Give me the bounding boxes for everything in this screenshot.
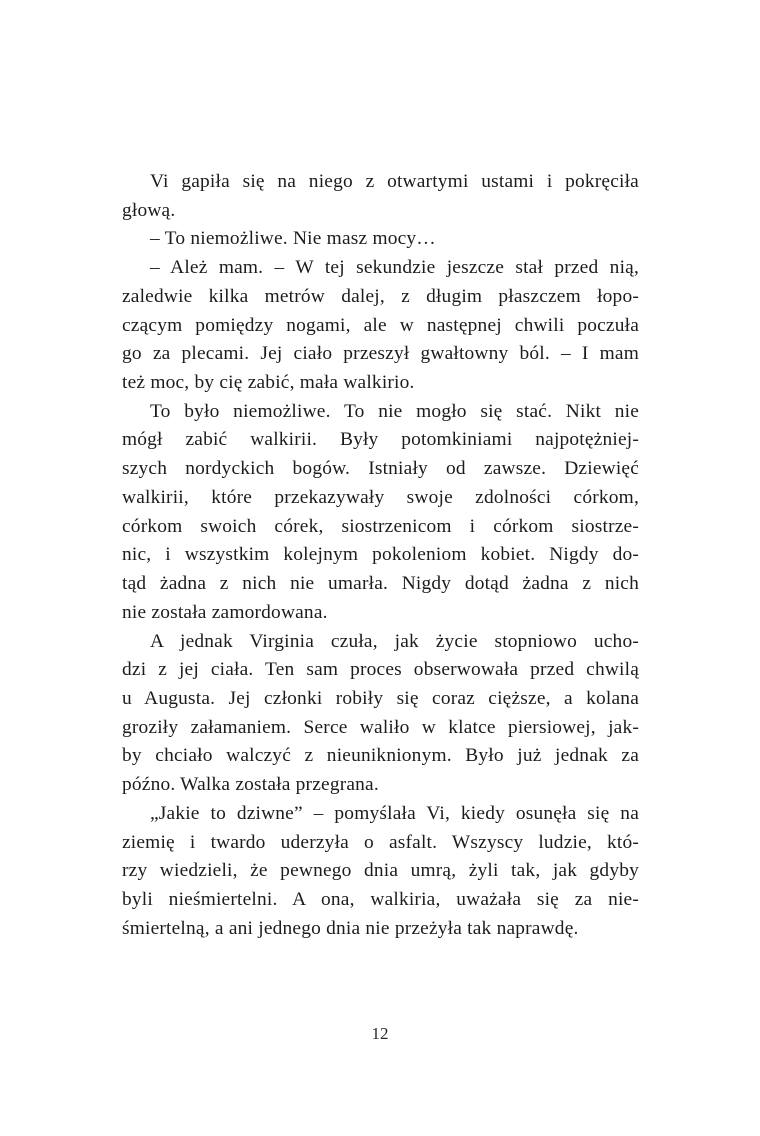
paragraph — [122, 398, 639, 628]
text-line: nie została zamordowana. — [122, 601, 328, 623]
text-line: „Jakie to dziwne” – pomyślała Vi, kiedy osunęła się na — [150, 802, 639, 824]
text-line: córkom swoich córek, siostrzenicom i córkom siostrze- — [122, 515, 639, 537]
text-line: rzy wiedzieli, że pewnego dnia umrą, żyli tak, jak gdyby — [122, 860, 639, 882]
text-line: głową. — [122, 199, 176, 221]
text-line: A jednak Virginia czuła, jak życie stopniowo ucho- — [150, 630, 639, 652]
text-line: To było niemożliwe. To nie mogło się stać. Nikt nie — [150, 400, 639, 422]
text-line: późno. Walka została przegrana. — [122, 774, 379, 796]
paragraph — [122, 254, 639, 398]
page-number: 12 — [371, 1024, 389, 1043]
paragraph — [122, 800, 639, 944]
text-line: nic, i wszystkim kolejnym pokoleniom kobiet. Nigdy do- — [122, 544, 639, 566]
text-line: szych nordyckich bogów. Istniały od zawsze. Dziewięć — [122, 458, 639, 480]
paragraph — [122, 628, 639, 800]
text-line: go za plecami. Jej ciało przeszył gwałtowny ból. – I mam — [122, 343, 639, 365]
text-line: byli nieśmiertelni. A ona, walkiria, uważała się za nie- — [122, 888, 639, 910]
text-line: mógł zabić walkirii. Były potomkiniami najpotężniej- — [122, 429, 639, 451]
text-line: by chciało walczyć z nieuniknionym. Było już jednak za — [122, 745, 639, 767]
text-line: Vi gapiła się na niego z otwartymi ustami i pokręciła — [150, 171, 639, 192]
paragraph — [122, 225, 639, 254]
text-line: u Augusta. Jej członki robiły się coraz cięższe, a kolana — [122, 687, 639, 709]
text-line: ziemię i twardo uderzyła o asfalt. Wszyscy ludzie, któ- — [122, 831, 639, 853]
page-text-block — [122, 168, 639, 943]
paragraph — [122, 168, 639, 225]
text-line: zaledwie kilka metrów dalej, z długim płaszczem łopo- — [122, 285, 639, 307]
text-line: dzi z jej ciała. Ten sam proces obserwowała przed chwilą — [122, 659, 639, 681]
text-line: – To niemożliwe. Nie masz mocy… — [150, 228, 436, 250]
text-line: tąd żadna z nich nie umarła. Nigdy dotąd żadna z nich — [122, 573, 639, 595]
text-line: groziły załamaniem. Serce waliło w klatce piersiowej, jak- — [122, 716, 639, 738]
text-line: czącym pomiędzy nogami, ale w następnej chwili poczuła — [122, 314, 639, 336]
text-line: – Ależ mam. – W tej sekundzie jeszcze stał przed nią, — [150, 257, 639, 279]
text-line: też moc, by cię zabić, mała walkirio. — [122, 372, 415, 394]
text-line: śmiertelną, a ani jednego dnia nie przeżyła tak naprawdę. — [122, 917, 579, 939]
text-line: walkirii, które przekazywały swoje zdolności córkom, — [122, 486, 639, 508]
